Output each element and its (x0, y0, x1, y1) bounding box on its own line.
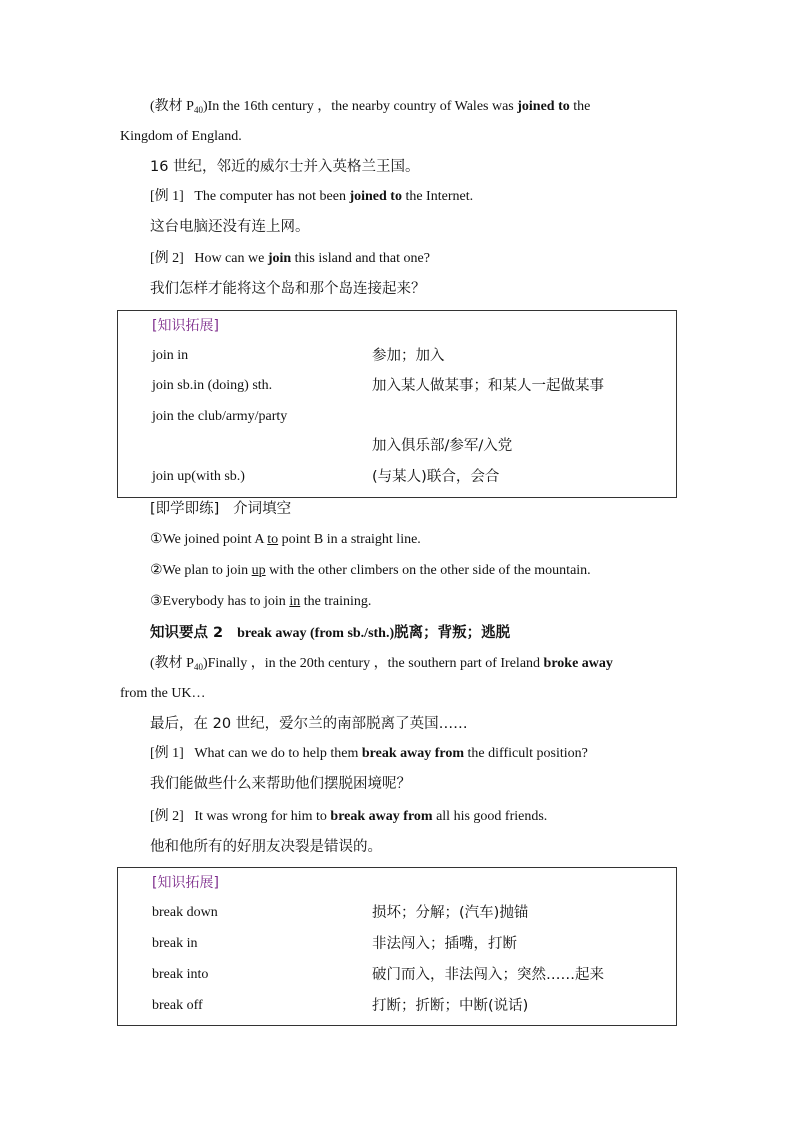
practice-title: 介词填空 (233, 501, 292, 517)
key-phrase: joined to (349, 189, 402, 204)
phrase-meaning: 打断；折断；中断(说话) (372, 998, 529, 1014)
answer-blank: to (267, 532, 279, 547)
phrase-term: break in (152, 936, 198, 951)
source-sentence-1 (150, 97, 590, 120)
knowledge-extension-box-2 (117, 867, 677, 1026)
key-point-label: 知识要点 2 (150, 625, 224, 641)
key-phrase: break away from (361, 746, 465, 761)
example-text: It was wrong for him to (194, 809, 331, 824)
practice-question-3 (150, 592, 371, 612)
phrase-meaning: (与某人)联合，会合 (372, 469, 500, 485)
example-text: this island and that one? (291, 251, 430, 266)
example-label: [例 2] (150, 809, 184, 824)
box-heading: [知识拓展] (152, 875, 219, 891)
phrase-term: join up(with sb.) (152, 469, 245, 484)
example-3-translation: 我们能做些什么来帮助他们摆脱困境呢？ (150, 776, 411, 792)
translation-2: 最后，在 20 世纪，爱尔兰的南部脱离了英国…… (150, 716, 468, 732)
key-phrase: broke away (543, 656, 613, 671)
example-label: [例 1] (150, 189, 184, 204)
page-subscript: 40 (193, 662, 203, 672)
example-3 (150, 744, 588, 764)
example-text: How can we (194, 251, 268, 266)
question-text: the training. (300, 594, 372, 609)
question-text: with the other climbers on the other side of the mountain. (265, 563, 591, 578)
phrase-meaning: 参加；加入 (372, 348, 445, 364)
source-sentence-2-cont: from the UK… (120, 686, 206, 701)
question-text: ②We plan to join (150, 563, 252, 578)
phrase-term: join the club/army/party (152, 409, 288, 424)
phrase-meaning: 破门而入，非法闯入；突然……起来 (372, 967, 604, 983)
phrase-meaning: 非法闯入；插嘴，打断 (372, 936, 517, 952)
answer-blank: up (251, 563, 266, 578)
phrase-term: break off (152, 998, 203, 1013)
source-sentence-1-cont: Kingdom of England. (120, 129, 242, 144)
key-point-2-heading (150, 623, 510, 644)
knowledge-extension-box-1 (117, 310, 677, 498)
question-text: point B in a straight line. (278, 532, 421, 547)
example-text: all his good friends. (432, 809, 548, 824)
example-label: [例 1] (150, 746, 184, 761)
key-point-phrase: break away (from sb./sth.) (237, 626, 395, 641)
example-1 (150, 187, 473, 207)
practice-question-2 (150, 561, 591, 581)
practice-label: [即学即练] (150, 501, 220, 517)
example-text: The computer has not been (194, 189, 350, 204)
question-text: ①We joined point A (150, 532, 268, 547)
source-sentence-2 (150, 654, 613, 677)
key-phrase: join (267, 251, 292, 266)
key-point-meaning: 脱离；背叛；逃脱 (394, 625, 511, 641)
example-text: the difficult position? (464, 746, 588, 761)
key-phrase: joined to (517, 99, 570, 114)
example-2 (150, 249, 430, 269)
answer-blank: in (289, 594, 301, 609)
example-1-translation: 这台电脑还没有连上网。 (150, 219, 310, 235)
practice-heading (150, 499, 291, 519)
example-text: What can we do to help them (194, 746, 362, 761)
source-text: )In the 16th century ，the nearby country of Wales was (202, 99, 518, 114)
source-text: )Finally ，in the 20th century ，the southern part of Ireland (202, 656, 544, 671)
phrase-term: join sb.in (doing) sth. (152, 378, 273, 393)
phrase-meaning: 加入某人做某事；和某人一起做某事 (372, 378, 604, 394)
source-prefix: (教材 P (150, 99, 194, 114)
question-text: ③Everybody has to join (150, 594, 290, 609)
example-2-translation: 我们怎样才能将这个岛和那个岛连接起来？ (150, 281, 426, 297)
page-subscript: 40 (193, 105, 203, 115)
key-phrase: break away from (330, 809, 433, 824)
phrase-term: break into (152, 967, 209, 982)
example-4 (150, 807, 547, 827)
phrase-term: break down (152, 905, 218, 920)
example-text: the Internet. (401, 189, 474, 204)
phrase-meaning: 损坏；分解；(汽车)抛锚 (372, 905, 529, 921)
phrase-term: join in (152, 348, 189, 363)
source-text: the (569, 99, 591, 114)
phrase-meaning: 加入俱乐部/参军/入党 (372, 438, 513, 454)
practice-question-1 (150, 530, 421, 550)
source-prefix: (教材 P (150, 656, 194, 671)
box-heading: [知识拓展] (152, 318, 219, 334)
translation-1: 16 世纪，邻近的威尔士并入英格兰王国。 (150, 159, 420, 175)
example-label: [例 2] (150, 251, 184, 266)
example-4-translation: 他和他所有的好朋友决裂是错误的。 (150, 839, 382, 855)
